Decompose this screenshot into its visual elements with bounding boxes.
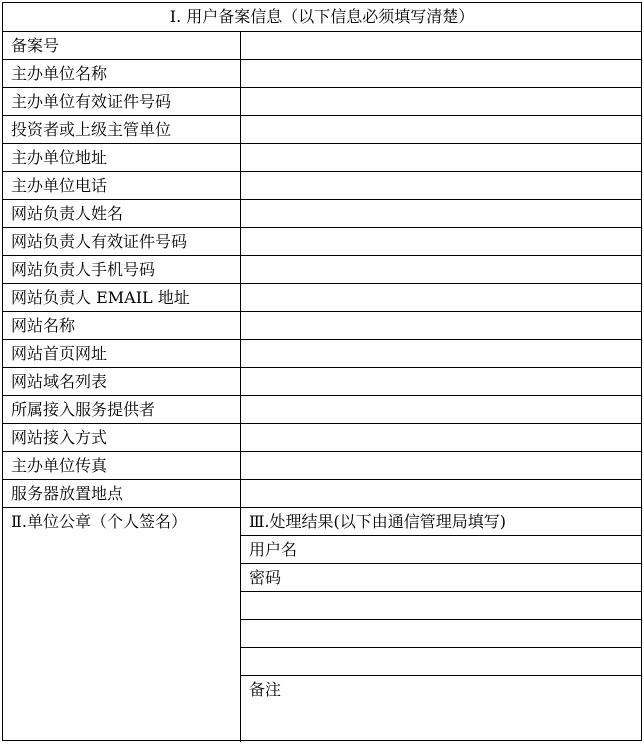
row-value[interactable] (241, 480, 641, 507)
processing-result (241, 508, 641, 742)
row-value[interactable] (241, 452, 641, 479)
row-label: 主办单位传真 (3, 452, 241, 479)
notes-label: 备注 (249, 680, 282, 699)
row-label: 网站负责人 EMAIL 地址 (3, 284, 241, 311)
row-value[interactable] (241, 312, 641, 339)
password-label[interactable]: 密码 (241, 564, 641, 592)
row-owner-email (3, 284, 641, 312)
row-organizer-id (3, 88, 641, 116)
row-value[interactable] (241, 368, 641, 395)
row-organizer-name (3, 60, 641, 88)
blank-row[interactable] (241, 592, 641, 620)
row-owner-id (3, 228, 641, 256)
row-organizer-address (3, 144, 641, 172)
result-header: Ⅲ.处理结果(以下由通信管理局填写) (241, 508, 641, 536)
row-label: 网站域名列表 (3, 368, 241, 395)
row-value[interactable] (241, 60, 641, 87)
seal-signature-area[interactable] (3, 508, 241, 742)
row-label: 网站名称 (3, 312, 241, 339)
row-label: 主办单位有效证件号码 (3, 88, 241, 115)
row-label: 备案号 (3, 32, 241, 59)
registration-form (2, 2, 642, 741)
row-label: 网站接入方式 (3, 424, 241, 451)
row-label: 网站首页网址 (3, 340, 241, 367)
info-rows (3, 32, 641, 508)
row-organizer-phone (3, 172, 641, 200)
row-homepage-url (3, 340, 641, 368)
row-label: 网站负责人有效证件号码 (3, 228, 241, 255)
seal-label: Ⅱ.单位公章（个人签名） (11, 512, 187, 531)
row-access-method (3, 424, 641, 452)
row-value[interactable] (241, 32, 641, 59)
blank-row[interactable] (241, 648, 641, 676)
row-label: 所属接入服务提供者 (3, 396, 241, 423)
row-server-location (3, 480, 641, 508)
row-label: 网站负责人手机号码 (3, 256, 241, 283)
row-label: 主办单位名称 (3, 60, 241, 87)
row-value[interactable] (241, 200, 641, 227)
row-site-name (3, 312, 641, 340)
username-label[interactable]: 用户名 (241, 536, 641, 564)
notes-area[interactable] (241, 676, 641, 742)
row-record-number (3, 32, 641, 60)
row-value[interactable] (241, 424, 641, 451)
row-label: 投资者或上级主管单位 (3, 116, 241, 143)
row-value[interactable] (241, 144, 641, 171)
row-value[interactable] (241, 172, 641, 199)
row-value[interactable] (241, 340, 641, 367)
row-label: 主办单位地址 (3, 144, 241, 171)
form-title: Ⅰ. 用户备案信息（以下信息必须填写清楚） (3, 3, 641, 32)
row-domain-list (3, 368, 641, 396)
blank-row[interactable] (241, 620, 641, 648)
row-value[interactable] (241, 284, 641, 311)
row-access-provider (3, 396, 641, 424)
bottom-section (3, 508, 641, 742)
row-value[interactable] (241, 256, 641, 283)
row-label: 服务器放置地点 (3, 480, 241, 507)
row-value[interactable] (241, 228, 641, 255)
row-value[interactable] (241, 116, 641, 143)
row-label: 网站负责人姓名 (3, 200, 241, 227)
row-value[interactable] (241, 88, 641, 115)
row-investor (3, 116, 641, 144)
row-label: 主办单位电话 (3, 172, 241, 199)
row-organizer-fax (3, 452, 641, 480)
row-owner-mobile (3, 256, 641, 284)
row-value[interactable] (241, 396, 641, 423)
row-owner-name (3, 200, 641, 228)
